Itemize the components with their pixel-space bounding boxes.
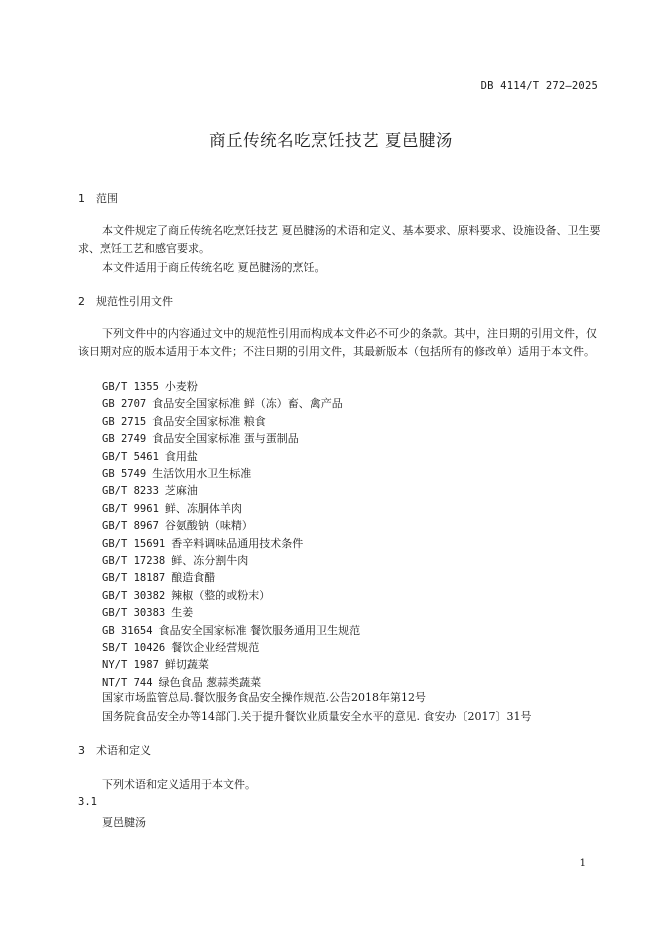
reference-code: GB 31654 bbox=[102, 624, 153, 637]
section-number: 1 bbox=[78, 192, 85, 205]
document-title: 商丘传统名吃烹饪技艺 夏邑腱汤 bbox=[209, 131, 453, 150]
reference-item bbox=[102, 517, 253, 533]
reference-item bbox=[102, 500, 242, 516]
reference-code: GB/T 5461 bbox=[102, 450, 159, 463]
reference-title: 食品安全国家标准 粮食 bbox=[152, 414, 266, 428]
reference-item bbox=[102, 395, 343, 411]
section-1-heading bbox=[78, 190, 118, 206]
reference-title: 鲜、冻分割牛肉 bbox=[171, 554, 249, 567]
reference-title: 餐饮企业经营规范 bbox=[171, 641, 260, 654]
reference-code: GB/T 8967 bbox=[102, 520, 159, 533]
reference-title: 绿色食品 葱蒜类蔬菜 bbox=[158, 675, 262, 689]
term-number: 3.1 bbox=[78, 796, 97, 808]
reference-title: 食品安全国家标准 鲜（冻）畜、禽产品 bbox=[152, 397, 343, 411]
reference-title: 鲜、冻胴体羊肉 bbox=[164, 501, 242, 515]
scope-paragraph bbox=[78, 222, 603, 257]
reference-code: SB/T 10426 bbox=[102, 642, 166, 654]
section-2-heading bbox=[78, 293, 173, 309]
reference-title: 生活饮用水卫生标准 bbox=[152, 467, 252, 480]
section-3-heading bbox=[78, 742, 151, 758]
reference-code: GB/T 8233 bbox=[102, 485, 159, 498]
scope-text: 本文件规定了商丘传统名吃烹饪技艺 夏邑腱汤的术语和定义、基本要求、原料要求、设施设备、卫生要求、烹饪工艺和感官要求。 bbox=[78, 224, 601, 255]
reference-title: 香辛料调味品通用技术条件 bbox=[171, 536, 304, 550]
reference-item bbox=[102, 535, 303, 551]
term-name: 夏邑腱汤 bbox=[102, 816, 146, 829]
reference-item bbox=[102, 413, 266, 429]
reference-code: GB 2715 bbox=[102, 415, 147, 428]
reference-item bbox=[102, 482, 198, 498]
section-title: 规范性引用文件 bbox=[96, 295, 173, 308]
normative-intro-text: 下列文件中的内容通过文中的规范性引用而构成本文件必不可少的条款。其中，注日期的引用文件，仅该日期对应的版本适用于本文件；不注日期的引用文件，其最新版本（包括所有的修改单）适用于本文件。 bbox=[78, 327, 597, 358]
reference-code: GB 5749 bbox=[102, 468, 147, 480]
reference-title: 谷氨酸钠（味精） bbox=[164, 519, 253, 533]
reference-item bbox=[102, 639, 259, 655]
reference-code: GB/T 15691 bbox=[102, 537, 166, 550]
reference-code: NT/T 744 bbox=[102, 676, 153, 689]
terms-intro: 下列术语和定义适用于本文件。 bbox=[102, 778, 256, 791]
reference-code: GB 2707 bbox=[102, 398, 147, 411]
page-number: 1 bbox=[579, 858, 586, 869]
reference-code: GB 2749 bbox=[102, 433, 147, 446]
reference-code: GB/T 1355 bbox=[102, 381, 159, 393]
section-number: 2 bbox=[78, 295, 85, 308]
reference-item bbox=[102, 552, 248, 568]
section-title: 术语和定义 bbox=[96, 744, 151, 757]
reference-title: 辣椒（整的或粉末） bbox=[171, 588, 271, 602]
section-number: 3 bbox=[78, 744, 85, 757]
reference-title: 食品安全国家标准 蛋与蛋制品 bbox=[152, 432, 299, 446]
reference-item bbox=[102, 465, 251, 481]
reference-item bbox=[102, 587, 270, 603]
standard-code: DB 4114/T 272—2025 bbox=[480, 80, 598, 92]
reference-title: 酿造食醋 bbox=[171, 571, 216, 585]
section-title: 范围 bbox=[96, 192, 118, 205]
reference-title: 鲜切蔬菜 bbox=[164, 658, 209, 672]
reference-item bbox=[102, 569, 215, 585]
reference-code: NY/T 1987 bbox=[102, 659, 159, 672]
reference-code: GB/T 9961 bbox=[102, 502, 159, 515]
reference-code: GB/T 30383 bbox=[102, 607, 166, 620]
reference-title: 食用盐 bbox=[164, 449, 198, 463]
reference-title: 小麦粉 bbox=[164, 380, 198, 393]
reference-item bbox=[102, 448, 198, 464]
reference-title: 芝麻油 bbox=[164, 484, 198, 498]
reference-code: GB/T 18187 bbox=[102, 572, 166, 585]
reference-extra-line: 国务院食品安全办等14部门.关于提升餐饮业质量安全水平的意见. 食安办〔2017〕31号 bbox=[102, 710, 532, 723]
reference-item bbox=[102, 604, 193, 620]
normative-intro-paragraph bbox=[78, 325, 603, 360]
applicability-paragraph: 本文件适用于商丘传统名吃 夏邑腱汤的烹饪。 bbox=[102, 261, 326, 274]
reference-item bbox=[102, 430, 299, 446]
reference-extra-line: 国家市场监管总局.餐饮服务食品安全操作规范.公告2018年第12号 bbox=[102, 691, 426, 704]
reference-code: GB/T 17238 bbox=[102, 555, 166, 567]
reference-title: 生姜 bbox=[171, 606, 194, 620]
reference-item bbox=[102, 378, 198, 394]
reference-code: GB/T 30382 bbox=[102, 589, 166, 602]
reference-item bbox=[102, 656, 209, 672]
reference-title: 食品安全国家标准 餐饮服务通用卫生规范 bbox=[158, 623, 361, 637]
reference-item bbox=[102, 622, 360, 638]
reference-item bbox=[102, 674, 261, 690]
